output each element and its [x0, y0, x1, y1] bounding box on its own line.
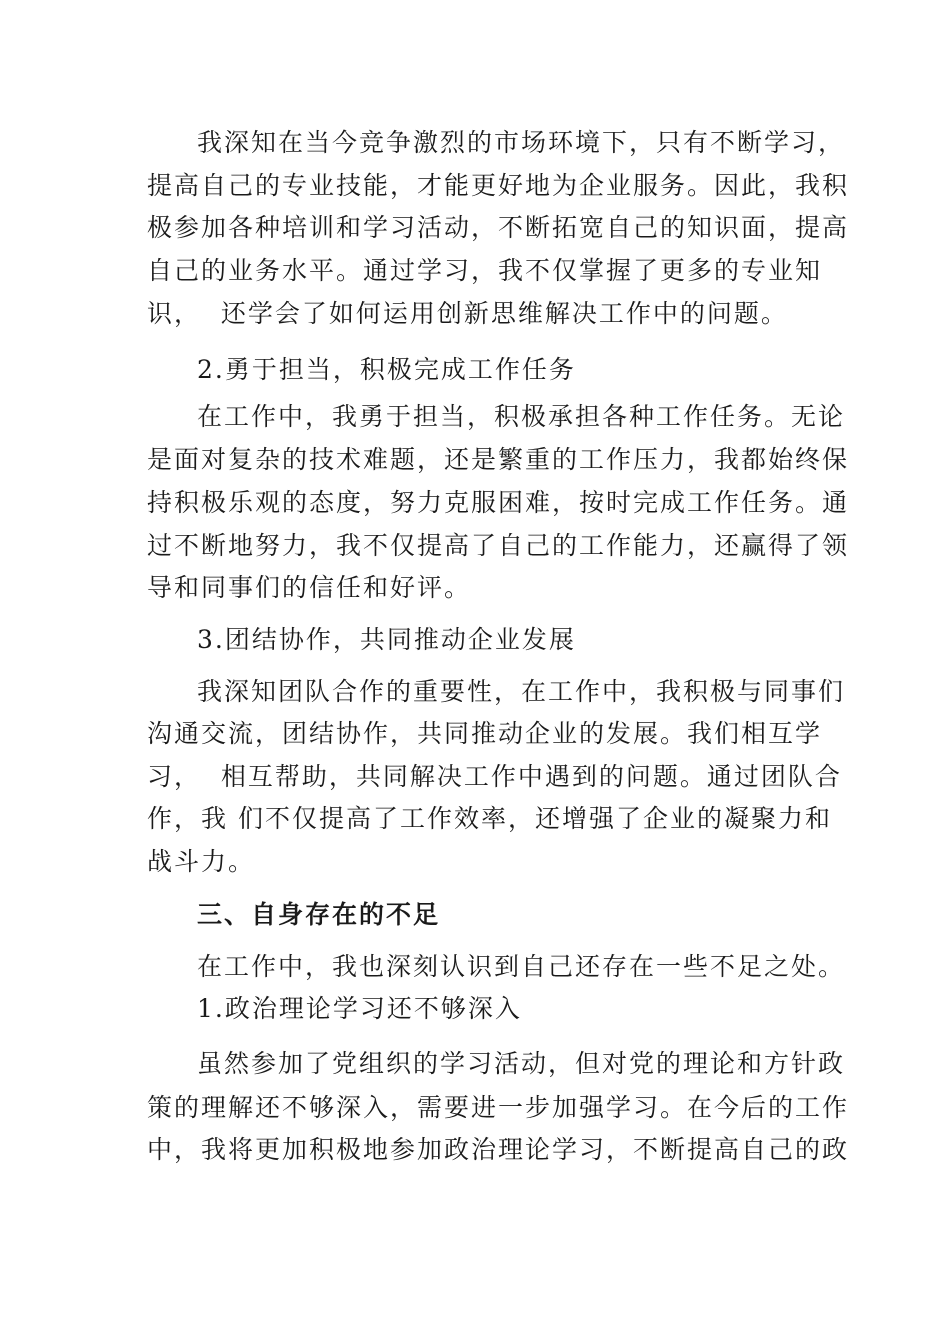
text-line: 是面对复杂的技术难题，还是繁重的工作压力，我都始终保: [147, 445, 850, 474]
text-line: 沟通交流，团结协作，共同推动企业的发展。我们相互学: [147, 719, 823, 748]
text-line: 中，我将更加积极地参加政治理论学习，不断提高自己的政: [147, 1135, 850, 1164]
subheading-take-responsibility: 2.勇于担当，积极完成工作任务: [197, 355, 576, 384]
text-line: 持积极乐观的态度，努力克服困难，按时完成工作任务。通: [147, 488, 850, 517]
subheading-teamwork: 3.团结协作，共同推动企业发展: [197, 625, 576, 654]
text-line: 自己的业务水平。通过学习，我不仅掌握了更多的专业知: [147, 256, 823, 285]
text-line: 导和同事们的信任和好评。: [147, 573, 472, 602]
text-line: 习， 相互帮助，共同解决工作中遇到的问题。通过团队合: [147, 762, 842, 791]
text-line: 提高自己的专业技能，才能更好地为企业服务。因此，我积: [147, 171, 850, 200]
text-line: 识， 还学会了如何运用创新思维解决工作中的问题。: [147, 299, 788, 328]
section-intro-text: 在工作中，我也深刻认识到自己还存在一些不足之处。: [197, 952, 846, 981]
text-line: 虽然参加了党组织的学习活动，但对党的理论和方针政: [197, 1049, 846, 1078]
subheading-political-theory: 1.政治理论学习还不够深入: [197, 994, 522, 1023]
text-line: 策的理解还不够深入，需要进一步加强学习。在今后的工作: [147, 1093, 850, 1122]
text-line: 在工作中，我勇于担当，积极承担各种工作任务。无论: [197, 402, 846, 431]
text-line: 我深知团队合作的重要性，在工作中，我积极与同事们: [197, 677, 846, 706]
text-line: 战斗力。: [147, 847, 256, 876]
text-line: 我深知在当今竞争激烈的市场环境下，只有不断学习，: [197, 128, 846, 157]
text-line: 过不断地努力，我不仅提高了自己的工作能力，还赢得了领: [147, 531, 850, 560]
text-line: 作，我 们不仅提高了工作效率，还增强了企业的凝聚力和: [147, 804, 832, 833]
section-heading-shortcomings: 三、自身存在的不足: [197, 900, 441, 929]
text-line: 极参加各种培训和学习活动，不断拓宽自己的知识面，提高: [147, 213, 850, 242]
